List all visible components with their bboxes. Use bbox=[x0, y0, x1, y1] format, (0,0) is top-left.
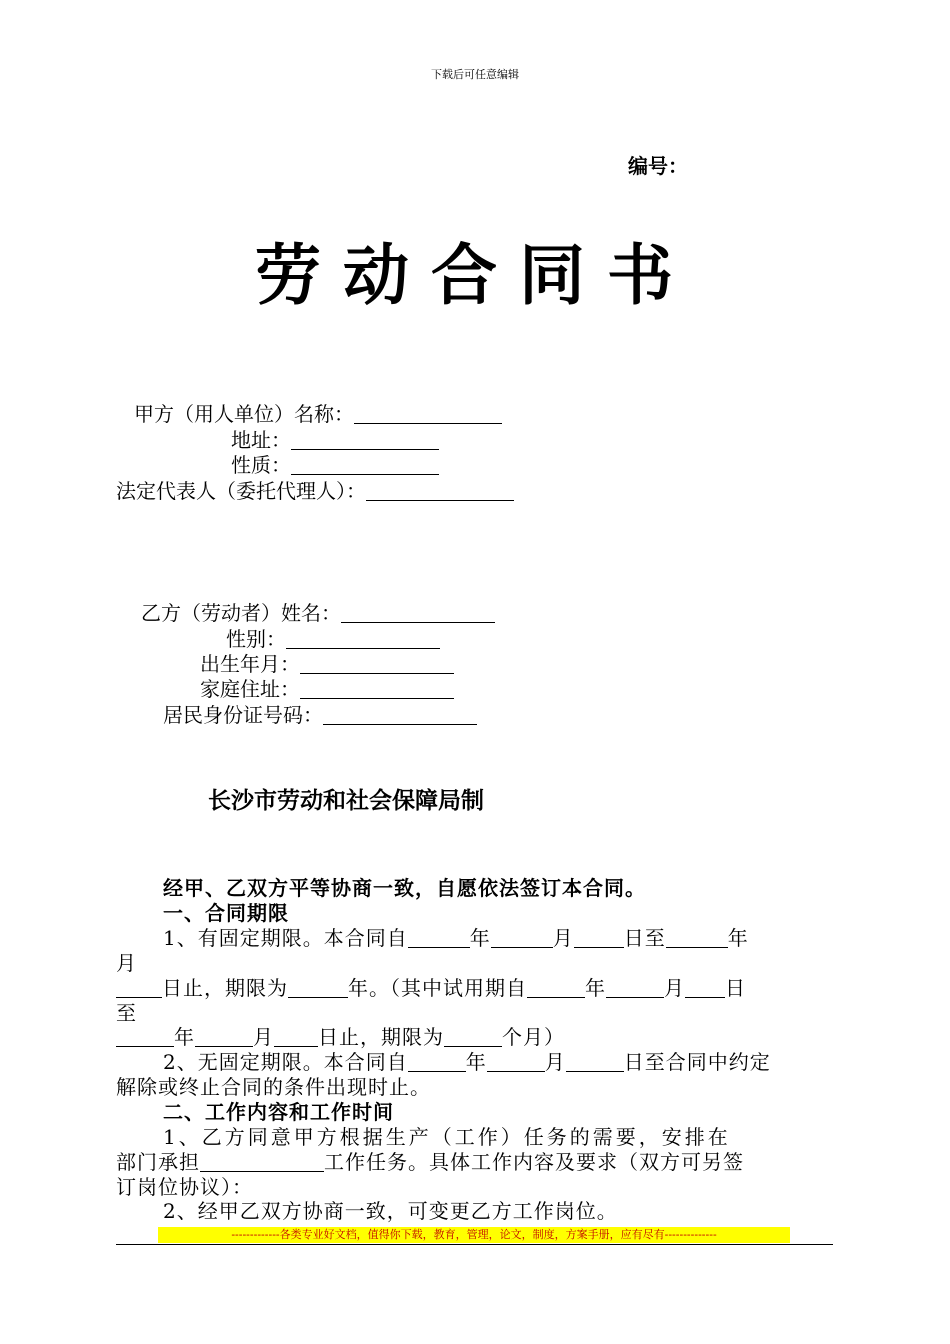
section-2-heading: 二、工作内容和工作时间 bbox=[163, 1100, 394, 1124]
party-b-id-blank[interactable] bbox=[323, 704, 477, 725]
open-start-day-blank[interactable] bbox=[566, 1051, 624, 1072]
trial-months-blank[interactable] bbox=[444, 1026, 502, 1047]
trial-end-year-blank[interactable] bbox=[116, 1026, 174, 1047]
month-unit: 月 bbox=[544, 1050, 566, 1074]
day-unit: 日 bbox=[725, 976, 746, 1000]
fixed-term-years-blank[interactable] bbox=[288, 977, 348, 998]
month-unit: 月 bbox=[664, 976, 685, 1000]
fixed-term-line-2 bbox=[116, 972, 746, 1001]
open-start-year-blank[interactable] bbox=[408, 1051, 466, 1072]
party-b-gender-label: 性别： bbox=[226, 627, 286, 651]
party-a-nature-blank[interactable] bbox=[291, 454, 439, 475]
party-b-name-blank[interactable] bbox=[341, 602, 495, 623]
party-b-home-blank[interactable] bbox=[300, 678, 454, 699]
party-b-id-field bbox=[163, 699, 477, 728]
header-note: 下载后可任意编辑 bbox=[431, 68, 519, 81]
department-blank[interactable] bbox=[200, 1151, 324, 1172]
year-unit: 年 bbox=[174, 1025, 195, 1049]
open-term-rest: 日至合同中约定 bbox=[623, 1050, 771, 1074]
party-b-name-label: 乙方（劳动者）姓名： bbox=[141, 601, 341, 625]
issuer-line: 长沙市劳动和社会保障局制 bbox=[208, 788, 484, 814]
trial-intro-text: 年。（其中试用期自 bbox=[348, 976, 527, 1000]
fixed-start-year-blank[interactable] bbox=[408, 927, 470, 948]
party-a-rep-label: 法定代表人（委托代理人）： bbox=[116, 479, 366, 503]
open-start-month-blank[interactable] bbox=[487, 1051, 545, 1072]
section-1-heading: 一、合同期限 bbox=[163, 901, 289, 925]
fixed-start-month-blank[interactable] bbox=[491, 927, 553, 948]
task-text: 工作任务。具体工作内容及要求（双方可另签 bbox=[324, 1150, 744, 1174]
open-term-text: 2、无固定期限。本合同自 bbox=[163, 1050, 408, 1074]
work-item-1-line-3: 订岗位协议）： bbox=[116, 1175, 253, 1199]
open-term-line-2: 解除或终止合同的条件出现时止。 bbox=[116, 1075, 431, 1099]
party-a-name-field bbox=[134, 398, 502, 427]
year-unit: 年 bbox=[727, 926, 749, 950]
party-a-rep-field bbox=[116, 475, 514, 504]
party-b-name-field bbox=[141, 597, 495, 626]
fixed-term-wrap-month: 月 bbox=[116, 951, 137, 975]
party-a-address-blank[interactable] bbox=[291, 429, 439, 450]
day-end-text: 日止，期限为 bbox=[162, 976, 288, 1000]
work-item-1-line-1: 1、乙方同意甲方根据生产（工作）任务的需要，安排在 bbox=[163, 1125, 731, 1149]
party-b-id-label: 居民身份证号码： bbox=[163, 703, 323, 727]
document-title: 劳动合同书 bbox=[255, 237, 695, 314]
party-a-nature-field bbox=[231, 449, 439, 478]
party-b-birth-label: 出生年月： bbox=[200, 652, 300, 676]
party-b-gender-blank[interactable] bbox=[286, 628, 440, 649]
trial-start-day-blank[interactable] bbox=[685, 977, 725, 998]
month-unit: 月 bbox=[552, 926, 574, 950]
trial-end-text: 日止，期限为 bbox=[318, 1025, 444, 1049]
serial-number-label: 编号： bbox=[628, 154, 688, 178]
day-to-text: 日至 bbox=[623, 926, 666, 950]
year-unit: 年 bbox=[585, 976, 606, 1000]
fixed-end-year-blank[interactable] bbox=[666, 927, 728, 948]
department-text: 部门承担 bbox=[116, 1150, 200, 1174]
fixed-term-text: 1、有固定期限。本合同自 bbox=[163, 926, 408, 950]
year-unit: 年 bbox=[465, 1050, 487, 1074]
work-item-2: 2、经甲乙双方协商一致，可变更乙方工作岗位。 bbox=[163, 1199, 618, 1223]
party-a-name-blank[interactable] bbox=[354, 403, 502, 424]
month-unit: 月 bbox=[253, 1025, 274, 1049]
year-unit: 年 bbox=[469, 926, 491, 950]
party-a-rep-blank[interactable] bbox=[366, 480, 514, 501]
fixed-start-day-blank[interactable] bbox=[574, 927, 624, 948]
footer-banner: -------------各类专业好文档，值得你下载，教育，管理，论文，制度，方案手册，应有尽有-------------- bbox=[158, 1227, 790, 1243]
trial-start-year-blank[interactable] bbox=[527, 977, 585, 998]
party-b-birth-blank[interactable] bbox=[300, 653, 454, 674]
trial-start-month-blank[interactable] bbox=[606, 977, 664, 998]
party-b-home-field bbox=[200, 673, 454, 702]
trial-end-month-blank[interactable] bbox=[195, 1026, 253, 1047]
months-close-text: 个月） bbox=[502, 1025, 565, 1049]
trial-end-day-blank[interactable] bbox=[274, 1026, 318, 1047]
intro-paragraph: 经甲、乙双方平等协商一致，自愿依法签订本合同。 bbox=[163, 876, 646, 900]
footer-divider bbox=[116, 1244, 833, 1245]
fixed-term-wrap-to: 至 bbox=[116, 1001, 137, 1025]
party-b-home-label: 家庭住址： bbox=[200, 677, 300, 701]
fixed-term-line-1 bbox=[163, 922, 749, 951]
party-a-name-label: 甲方（用人单位）名称： bbox=[134, 402, 354, 426]
party-a-nature-label: 性质： bbox=[231, 453, 291, 477]
party-a-address-label: 地址： bbox=[231, 428, 291, 452]
fixed-end-day-blank[interactable] bbox=[116, 977, 162, 998]
